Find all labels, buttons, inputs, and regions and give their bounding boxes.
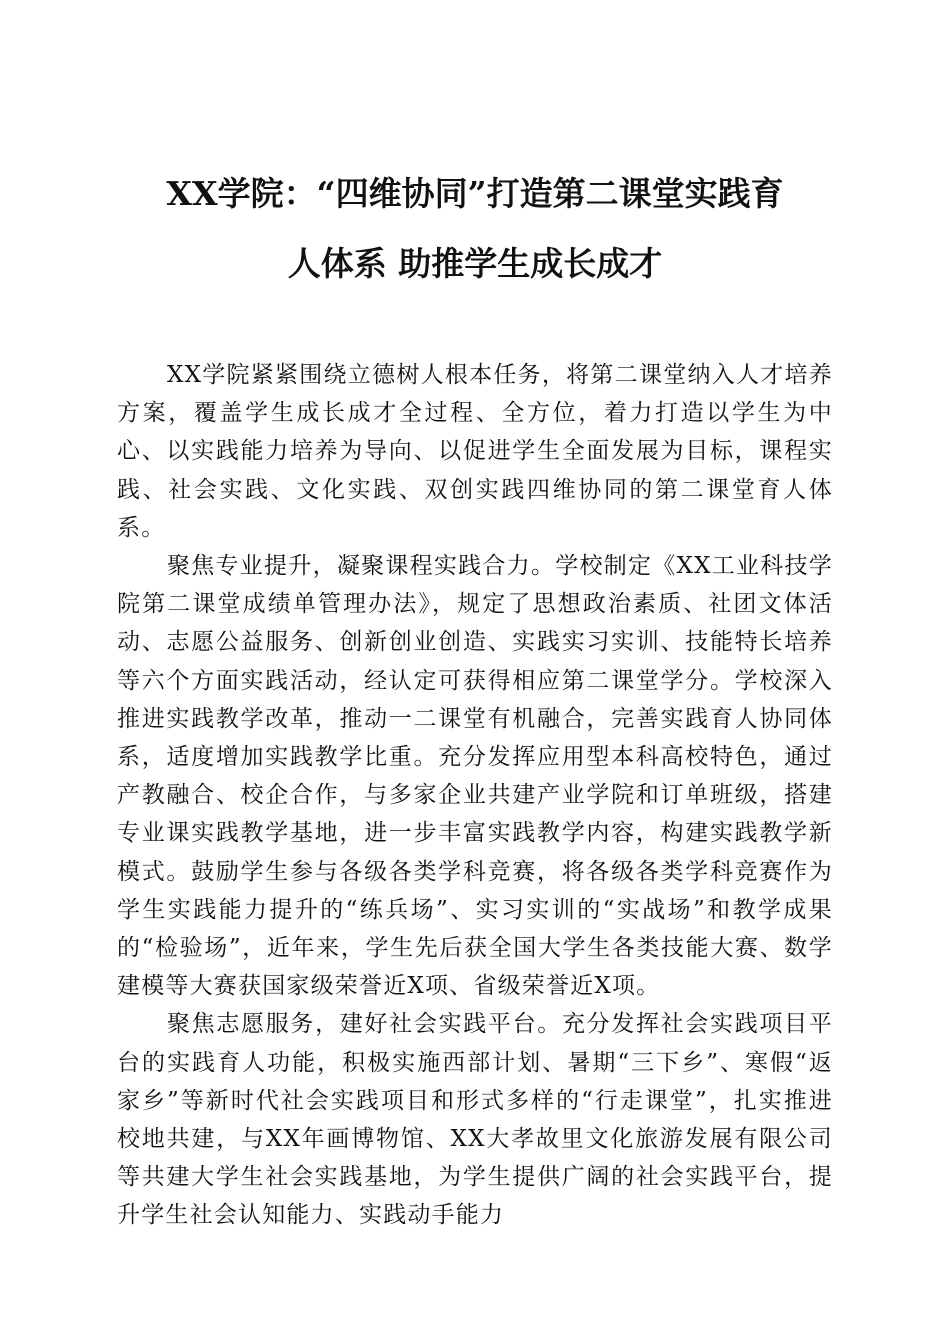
- paragraph-course-practice: 聚焦专业提升，凝聚课程实践合力。学校制定《XX工业科技学院第二课堂成绩单管理办法》，规定了思想政治素质、社团文体活动、志愿公益服务、创新创业创造、实践实习实训、技能特长培养等六个方面实践活动，经认定可获得相应第二课堂学分。学校深入推进实践教学改革，推动一二课堂有机融合，完善实践育人协同体系，适度增加实践教学比重。充分发挥应用型本科高校特色，通过产教融合、校企合作，与多家企业共建产业学院和订单班级，搭建专业课实践教学基地，进一步丰富实践教学内容，构建实践教学新模式。鼓励学生参与各级各类学科竞赛，将各级各类学科竞赛作为学生实践能力提升的“练兵场”、实习实训的“实战场”和教学成果的“检验场”，近年来，学生先后获全国大学生各类技能大赛、数学建模等大赛获国家级荣誉近X项、省级荣誉近X项。: [117, 553, 833, 1000]
- paragraph-intro: XX学院紧紧围绕立德树人根本任务，将第二课堂纳入人才培养方案，覆盖学生成长成才全过程、全方位，着力打造以学生为中心、以实践能力培养为导向、以促进学生全面发展为目标，课程实践、社会实践、文化实践、双创实践四维协同的第二课堂育人体系。: [117, 362, 833, 541]
- document-body: [117, 356, 833, 1235]
- document-title-line-2: 人体系 助推学生成长成才: [287, 244, 663, 283]
- paragraph-social-practice: 聚焦志愿服务，建好社会实践平台。充分发挥社会实践项目平台的实践育人功能，积极实施西部计划、暑期“三下乡”、寒假“返家乡”等新时代社会实践项目和形式多样的“行走课堂”，扎实推进校地共建，与XX年画博物馆、XX大孝故里文化旅游发展有限公司等共建大学生社会实践基地，为学生提供广阔的社会实践平台，提升学生社会认知能力、实践动手能力: [117, 1011, 833, 1229]
- document-title-line-1: XX学院：“四维协同”打造第二课堂实践育: [166, 174, 784, 213]
